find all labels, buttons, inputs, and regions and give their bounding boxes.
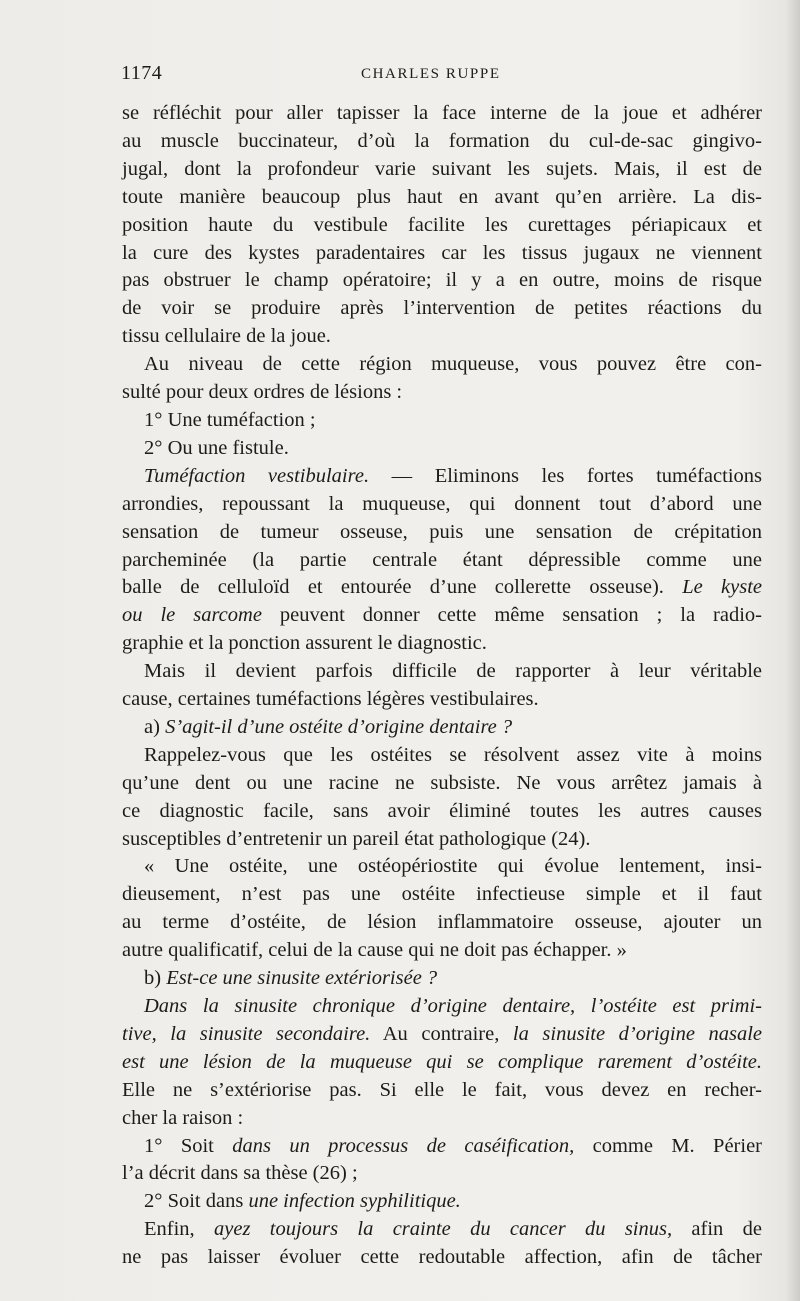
text-line: « Une ostéite, une ostéopériostite qui évolue lentement, insi- [144,855,762,878]
text-line: cause, certaines tuméfactions légères vestibulaires. [122,688,539,711]
text-line: susceptibles d’entretenir un pareil état pathologique (24). [122,827,591,850]
page-header [121,62,781,90]
body-text [122,100,762,1272]
text-line [122,714,762,742]
text-line [122,993,762,1021]
italic-span: la sinusite d’origine nasale [499,1022,763,1045]
page-edge-shadow [786,0,800,1301]
text-span: peuvent donner cette même sensation ; la radio- [261,604,763,627]
text-line: qu’une dent ou une racine ne subsiste. Ne vous arrêtez jamais à [122,771,762,794]
list-marker: b) [144,967,162,990]
text-line: jugal, dont la profondeur varie suivant les sujets. Mais, il est de [122,157,762,180]
text-line [122,1049,762,1077]
text-line: cher la raison : [122,1106,244,1129]
text-span: 2° Soit dans [144,1190,244,1213]
text-line: se réfléchit pour aller tapisser la face interne de la joue et adhérer [122,102,762,124]
italic-span: tive, [122,1022,157,1045]
running-head: CHARLES RUPPE [361,66,501,82]
text-line: sulté pour deux ordres de lésions : [122,381,403,404]
text-line [122,1021,762,1049]
subsection-title: S’agit-il d’une ostéite d’origine dentaire ? [165,715,513,738]
text-line: de voir se produire après l’intervention de petites réactions du [122,297,762,320]
text-span: afin de [672,1218,762,1241]
text-span: Enfin, [144,1218,195,1241]
text-line: dieusement, n’est pas une ostéite infectieuse simple et il faut [122,883,762,906]
subsection-title: Est-ce une sinusite extériorisée ? [166,967,438,990]
italic-span: ayez toujours la crainte du cancer du sinus, [194,1218,673,1241]
text-span: — Eliminons les fortes tuméfactions [369,464,762,487]
italic-span: la sinusite secondaire. [156,1022,371,1045]
text-line: au terme d’ostéite, de lésion inflammatoire osseuse, ajouter un [122,911,762,934]
text-line: ce diagnostic facile, sans avoir éliminé toutes les autres causes [122,799,762,822]
text-line: l’a décrit dans sa thèse (26) ; [122,1162,358,1185]
text-line: Mais il devient parfois difficile de rapporter à leur véritable [144,660,762,683]
text-line [122,574,762,602]
text-line: 1° Une tuméfaction ; [144,408,316,431]
text-line: parcheminée (la partie centrale étant dépressible comme une [122,548,762,571]
text-line [122,1188,762,1216]
text-line: graphie et la ponction assurent le diagnostic. [122,632,487,655]
italic-span: est une lésion de la muqueuse qui se complique rarement d’ostéite. [122,1050,762,1073]
text-span: balle de celluloïd et entourée d’une collerette osseuse). [122,576,664,599]
text-span: 1° Soit [144,1134,214,1157]
italic-span: ou le sarcome [122,604,262,627]
text-line: tissu cellulaire de la joue. [122,325,331,348]
text-line [122,1216,762,1244]
text-line: 2° Ou une fistule. [144,436,289,459]
text-span: comme M. Périer [574,1134,762,1157]
text-line: Elle ne s’extériorise pas. Si elle le fait, vous devez en recher- [122,1078,762,1101]
text-line: au muscle buccinateur, d’où la formation du cul-de-sac gingivo- [122,129,762,152]
page-number: 1174 [121,62,163,84]
text-line: autre qualificatif, celui de la cause qui ne doit pas échapper. » [122,939,627,962]
text-line: pas obstruer le champ opératoire; il y a en outre, moins de risque [122,269,762,292]
italic-span: dans un processus de caséification, [213,1134,575,1157]
text-line: Au niveau de cette région muqueuse, vous pouvez être con- [144,353,762,376]
text-line: ne pas laisser évoluer cette redoutable affection, afin de tâcher [122,1246,762,1269]
italic-span: Dans la sinusite chronique d’origine dentaire, l’ostéite est primi- [144,995,762,1017]
text-line: position haute du vestibule facilite les curettages périapicaux et [122,213,762,236]
text-line: toute manière beaucoup plus haut en avant qu’en arrière. La dis- [122,185,762,208]
text-line: la cure des kystes paradentaires car les tissus jugaux ne viennent [122,241,762,264]
text-line: sensation de tumeur osseuse, puis une sensation de crépitation [122,520,762,543]
text-line [122,602,762,630]
text-line [122,1133,762,1161]
italic-span: une infection syphilitique. [243,1190,461,1213]
text-line: Rappelez-vous que les ostéites se résolvent assez vite à moins [144,743,762,766]
section-title: Tuméfaction vestibulaire. [144,464,370,487]
list-marker: a) [144,715,160,738]
text-line [122,965,762,993]
text-line: arrondies, repoussant la muqueuse, qui donnent tout d’abord une [122,492,762,515]
italic-span: Le kyste [663,576,762,599]
text-span: Au contraire, [370,1022,500,1045]
text-line [122,463,762,491]
